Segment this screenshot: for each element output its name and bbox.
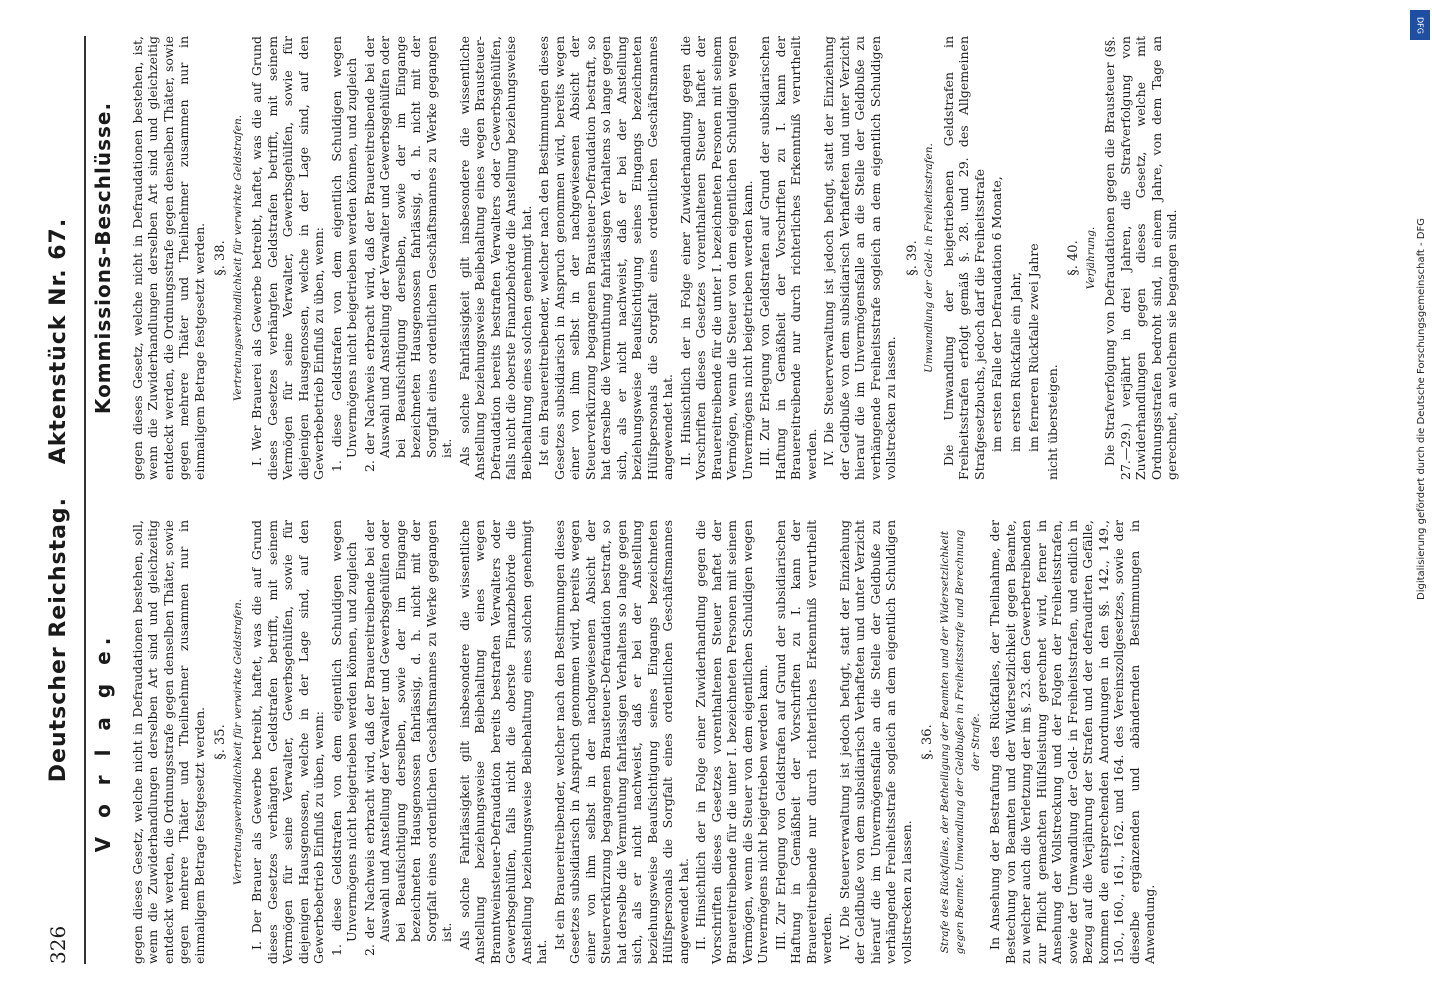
section-36-title: Strafe des Rückfalles, der Betheiligung der Beamten und der Widersetzlichkeit gegen Beamte. Umwandlung der Geldbußen in Freiheitsstrafe und Berechnung der Strafe. <box>938 529 982 955</box>
header-titles <box>46 36 71 964</box>
section-38-para-4: II. Hinsichtlich der in Folge einer Zuwiderhandlung gegen die Vorschriften dieses Gesetzes vorenthaltenen Steuer haftet der Brauereitreibende für die unter I. bezeichneten Personen mit seinem Vermögen, wenn die Steuer von dem eigentlichen Schuldigen wegen Unvermögens nicht beigetrieben werden kann. <box>677 36 755 480</box>
left-intro: gegen dieses Gesetz, welche nicht in Defraudationen bestehen, soll, wenn die Zuwiderhandlungen derselben Art sind und gleichzeitig entdeckt werden, die Ordnungsstrafe gegen denselben Thäter, sowie gegen mehrere Thäter und Theilnehmer zusammen nur in einmaligem Betrage festgesetzt werden. <box>129 520 207 964</box>
section-36-para-1: In Ansehung der Bestrafung des Rückfalles, der Theilnahme, der Bestechung von Beamten und der Widersetzlichkeit gegen Beamte, zu welcher auch die Verletzung der im §. 23. den Gewerbetreibenden zur Pflicht gemachten Hülfsleistung gerechnet wird, ferner in Ansehung der Vollstreckung und der Folgen der Freiheitsstrafen, sowie der Umwandlung der Geld- in Freiheitsstrafen, und endlich in Bezug auf die Verjährung der Strafen und der defraudirten Gefälle, kommen die entsprechenden Anordnungen in den §§. 142., 149., 150., 160., 161., 162. und 164. des Vereinszollgesetzes, sowie der dieselbe ergänzenden und abändernden Bestimmungen in Anwendung. <box>987 520 1157 964</box>
dfg-logo: DFG <box>1410 10 1430 40</box>
section-39-item-2: im ersten Rückfalle ein Jahr, <box>1007 271 1023 452</box>
section-40-number: §. 40. <box>1066 240 1081 276</box>
section-40-para-1: Die Strafverfolgung von Defraudationen gegen die Brausteuer (§§. 27.—29.) verjährt in drei Jahren, die Strafverfolgung von Zuwiderhandlungen gegen dieses Gesetz, welche mit Ordnungsstrafen bedroht sind, in einem Jahre, von dem Tage an gerechnet, an welchem sie begangen sind. <box>1102 36 1179 480</box>
section-39-para-2: nicht übersteigen. <box>1044 364 1060 480</box>
left-column <box>91 520 1412 964</box>
section-38-title: Vertretungsverbindlichkeit für verwirkte Geldstrafen. <box>231 114 244 402</box>
right-column-heading: Kommissions-Beschlüsse. <box>91 101 115 415</box>
two-column-body <box>91 36 1412 964</box>
section-39-title: Umwandlung der Geld- in Freiheitsstrafen. <box>923 143 935 373</box>
section-39-number: §. 39. <box>904 240 920 276</box>
section-35-para-5: III. Zur Erlegung von Geldstrafen auf Grund der subsidiarischen Haftung in Gemäßheit der Vorschriften zu I. kann der Brauereitreibende nur durch richterliches Erkenntniß verurtheilt werden. <box>772 520 834 964</box>
section-38-item-1: 1. diese Geldstrafen von dem eigentlich Schuldigen wegen Unvermögens nicht beigetrieben werden können, und zugleich <box>328 36 359 472</box>
left-column-heading: V o r l a g e. <box>91 631 115 853</box>
section-35-para-6: IV. Die Steuerverwaltung ist jedoch befugt, statt der Einziehung der Geldbuße von dem subsidiarisch Verhafteten und unter Verzicht hierauf die im Unvermögensfalle an die Stelle der Geldbuße zu verhängende Freiheitsstrafe sogleich an dem eigentlich Schuldigen vollstrecken zu lassen. <box>836 520 914 964</box>
page-number: 326 <box>46 925 70 964</box>
section-38-para-3: Ist ein Brauereitreibender, welcher nach den Bestimmungen dieses Gesetzes subsidiarisch in Anspruch genommen wird, bereits wegen einer von ihm selbst in der nachgewiesenen Absicht der Steuerverkürzung begangenen Brausteuer-Defraudation bestraft, so hat derselbe die Vermuthung fahrlässigen Verhaltens so lange gegen sich, als er nicht nachweist, daß er bei der Anstellung beziehungsweise Beaufsichtigung seines Eingangs bezeichneten Hülfspersonals die Sorgfalt eines ordentlichen Geschäftsmannes angewendet hat. <box>536 36 675 480</box>
section-35-title: Vertretungsverbindlichkeit für verwirkte Geldstrafen. <box>231 598 244 886</box>
section-35-item-2: 2. der Nachweis erbracht wird, daß der Brauereitreibende bei der Auswahl und Anstellung der Verwalter und Gewerbsgehülfen oder bei Beaufsichtigung derselben, sowie der im Eingange bezeichneten Hausgenossen fahrlässig, d. h. nicht mit der Sorgfalt eines ordentlichen Geschäftsmannes zu Werke gegangen ist. <box>361 520 454 956</box>
section-39-para-1: Die Umwandlung der beigetriebenen Geldstrafen in Freiheitsstrafen erfolgt gemäß §. 28. und 29. des Allgemeinen Strafgesetzbuchs, jedoch darf die Freiheitsstrafe <box>940 36 987 480</box>
section-35-para-4: II. Hinsichtlich der in Folge einer Zuwiderhandlung gegen die Vorschriften dieses Gesetzes vorenthaltenen Steuer haftet der Brauereitreibende für die unter I. bezeichneten Personen mit seinem Vermögen, wenn die Steuer von dem eigentlichen Schuldigen wegen Unvermögens nicht beigetrieben werden kann. <box>693 520 770 964</box>
right-intro: gegen dieses Gesetz, welche nicht in Defraudationen bestehen, ist, wenn die Zuwiderhandlungen derselben Art sind und gleichzeitig entdeckt werden, die Ordnungsstrafe gegen denselben Thäter, sowie gegen mehrere Thäter und Theilnehmer zusammen nur in einmaligem Betrage festgesetzt werden. <box>129 36 207 480</box>
section-35-para-1: I. Der Brauer als Gewerbe betreibt, haftet, was die auf Grund dieses Gesetzes verhängten Geldstrafen betrifft, mit seinem Vermögen für seine Verwalter, Gewerbsgehülfen, sowie für diejenigen Hausgenossen, welche in der Lage sind, auf den Gewerbebetrieb Einfluß zu üben, wenn: <box>249 520 326 964</box>
digitization-credit <box>1400 0 1432 1000</box>
section-38-number: §. 38. <box>213 240 228 276</box>
credit-text: Digitalisierung gefördert durch die Deutsche Forschungsgemeinschaft - DFG <box>1416 217 1427 600</box>
right-column <box>91 36 1412 480</box>
header-rule <box>84 36 86 964</box>
running-header <box>40 36 80 964</box>
section-38-item-2: 2. der Nachweis erbracht wird, daß der Brauereitreibende bei der Auswahl und Anstellung der Verwalter und Gewerbsgehülfen oder bei Beaufsichtigung derselben, sowie der im Eingange bezeichneten Hausgenossen fahrlässig, d. h. nicht mit der Sorgfalt eines ordentlichen Geschäftsmannes zu Werke gegangen ist. <box>361 36 454 472</box>
section-39-item-3: im ferneren Rückfalle zwei Jahre <box>1026 243 1041 452</box>
section-35-number: §. 35. <box>213 724 228 760</box>
section-39-item-1: im ersten Falle der Defraudation 6 Monate, <box>989 176 1004 452</box>
section-36-number: §. 36. <box>920 724 935 760</box>
header-right-title: Aktenstück Nr. 67. <box>46 217 71 465</box>
header-left-title: Deutscher Reichstag. <box>46 496 71 783</box>
section-38-para-2: Als solche Fahrlässigkeit gilt insbesondere die wissentliche Anstellung beziehungsweise Beibehaltung eines wegen Brausteuer-Defraudation bereits bestraften Verwalters oder Gewerbsgehülfen, falls nicht die oberste Finanzbehörde die Anstellung beziehungsweise Beibehaltung eines solchen genehmigt hat. <box>456 36 534 480</box>
section-35-para-3: Ist ein Brauereitreibender, welcher nach den Bestimmungen dieses Gesetzes subsidiarisch in Anspruch genommen wird, bereits wegen einer von ihm selbst in der nachgewiesenen Absicht der Steuerverkürzung begangenen Brausteuer-Defraudation bestraft, so hat derselbe die Vermuthung fahrlässigen Verhaltens so lange gegen sich, als er nicht nachweist, daß er bei der Anstellung beziehungsweise Beaufsichtigung seines Eingangs bezeichneten Hülfspersonals die Sorgfalt eines ordentlichen Geschäftsmannes angewendet hat. <box>551 520 691 964</box>
section-38-para-6: IV. Die Steuerverwaltung ist jedoch befugt, statt der Einziehung der Geldbuße von dem subsidiarisch Verhafteten und unter Verzicht hierauf die im Unvermögensfalle an die Stelle der Geldbuße zu verhängende Freiheitsstrafe sogleich an dem eigentlich Schuldigen vollstrecken zu lassen. <box>821 36 898 480</box>
section-35-para-2: Als solche Fahrlässigkeit gilt insbesondere die wissentliche Anstellung beziehungsweise Beibehaltung eines wegen Branntweinsteuer-Defraudation bereits bestraften Verwalters oder Gewerbsgehülfen, falls nicht die oberste Finanzbehörde die Anstellung beziehungsweise Beibehaltung eines solchen genehmigt hat. <box>456 520 549 964</box>
section-38-para-5: III. Zur Erlegung von Geldstrafen auf Grund der subsidiarischen Haftung in Gemäßheit der Vorschriften zu I. kann der Brauereitreibende nur durch richterliches Erkenntniß verurtheilt werden. <box>757 36 819 480</box>
section-38-para-1: I. Wer Brauerei als Gewerbe betreibt, haftet, was die auf Grund dieses Gesetzes verhängten Geldstrafen betrifft, mit seinem Vermögen für seine Verwalter, Gewerbsgehülfen, sowie für diejenigen Hausgenossen, welche in der Lage sind, auf den Gewerbebetrieb Einfluß zu üben, wenn: <box>249 36 326 480</box>
section-40-title: Verjährung. <box>1084 226 1097 290</box>
section-35-item-1: 1. diese Geldstrafen von dem eigentlich Schuldigen wegen Unvermögens nicht beigetrieben werden können, und zugleich <box>328 520 359 956</box>
